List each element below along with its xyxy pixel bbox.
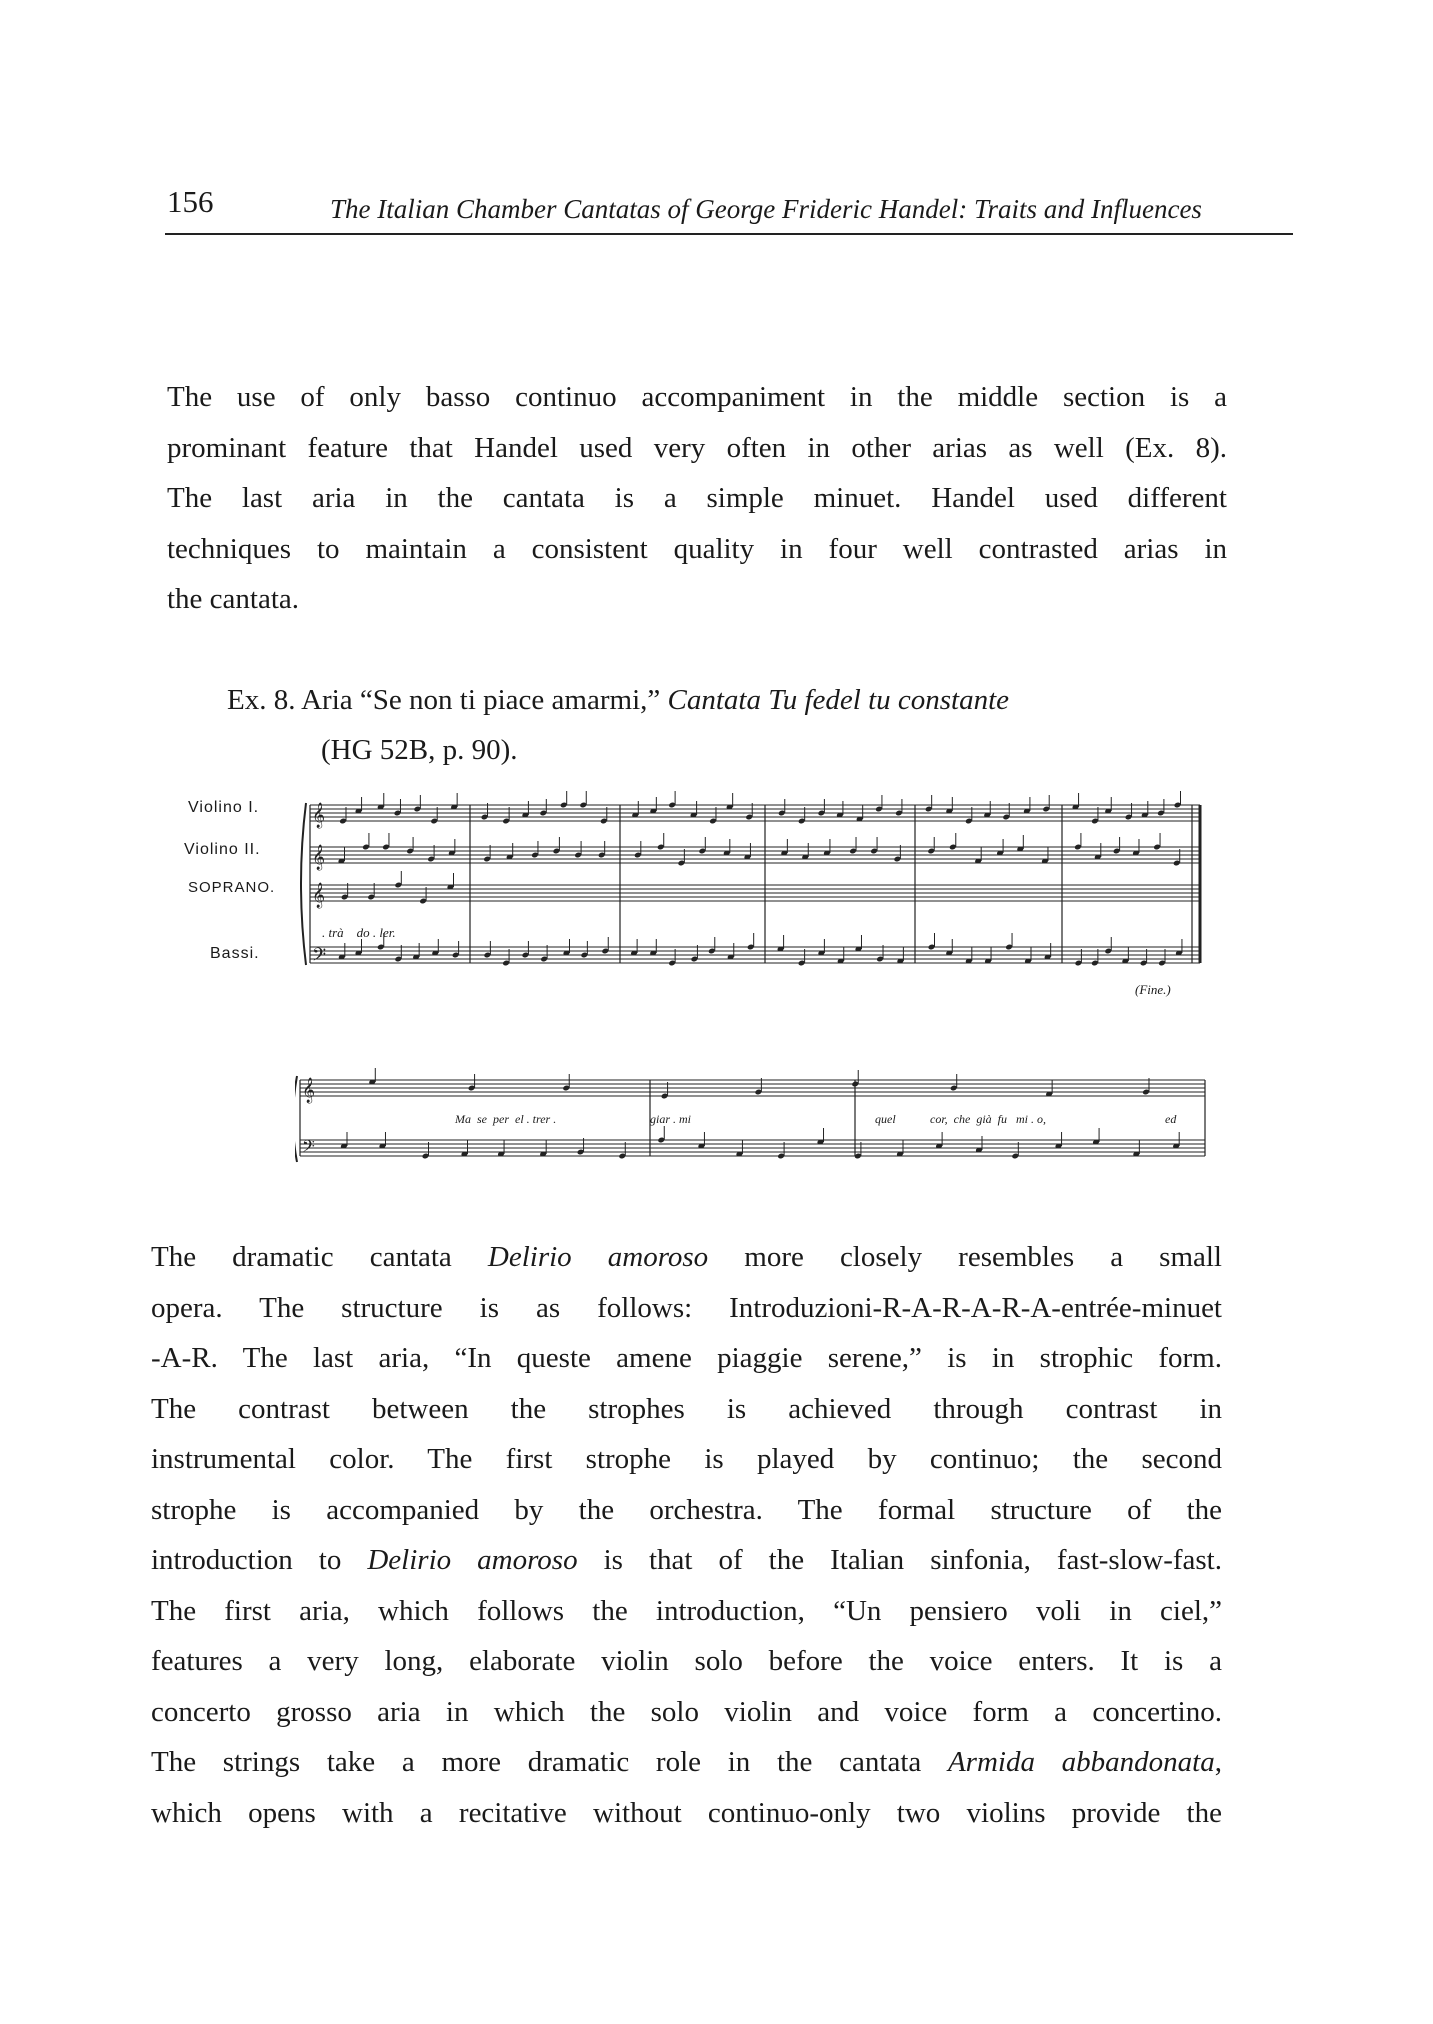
page-number: 156: [167, 184, 214, 219]
italic-title: Armida abbandonata: [947, 1746, 1215, 1778]
paragraph-line: [151, 1636, 1222, 1687]
staff-label: Violino II.: [184, 841, 261, 858]
caption-title: Cantata Tu fedel tu constante: [667, 684, 1010, 716]
paragraph-line: techniques to maintain a consistent quality in four well contrasted arias in: [167, 532, 1227, 565]
text-run: is that of the Italian sinfonia, fast-slow-fast.: [577, 1544, 1222, 1576]
paragraph-line: [151, 1535, 1222, 1586]
text-run: ,: [1214, 1746, 1222, 1778]
paragraph-line: [151, 1232, 1222, 1283]
paragraph-line: [151, 1283, 1222, 1334]
paragraph-line: [151, 1687, 1222, 1738]
paragraph-line: [151, 1737, 1222, 1788]
treble-clef-icon: 𝄞: [312, 845, 326, 870]
paragraph-line: [151, 1485, 1222, 1536]
treble-clef-icon: 𝄞: [312, 803, 326, 828]
text-run: opera. The structure is as follows: Introduzioni-R-A-R-A-R-A-entrée-minuet: [151, 1291, 1222, 1324]
text-run: -A-R. The last aria, “In queste amene piaggie serene,” is in strophic form.: [151, 1342, 1222, 1374]
paragraph-line: [151, 1788, 1222, 1839]
music-system-2: [295, 1062, 1220, 1182]
treble-clef-icon: 𝄞: [312, 883, 326, 908]
system-bracket: [295, 1076, 297, 1162]
lyric-text: cor, che già fu mi . o,: [930, 1112, 1046, 1126]
text-run: which opens with a recitative without continuo-only two violins provide the: [151, 1796, 1222, 1829]
paragraph-line: The last aria in the cantata is a simple minuet. Handel used different: [167, 482, 1227, 514]
staff-label: Bassi.: [210, 945, 260, 962]
bass-clef-icon: 𝄢: [302, 1136, 315, 1160]
text-run: strophe is accompanied by the orchestra. The formal structure of the: [151, 1493, 1222, 1526]
bass-clef-icon: 𝄢: [312, 945, 327, 970]
staff-label: Violino I.: [188, 799, 260, 816]
text-run: concerto grosso aria in which the solo violin and voice form a concertino.: [151, 1695, 1222, 1728]
caption-prefix: Ex. 8. Aria “Se non ti piace amarmi,”: [227, 684, 668, 716]
paragraph-line: prominant feature that Handel used very often in other arias as well (Ex. 8).: [167, 431, 1227, 464]
lyric-text: quel: [875, 1112, 896, 1126]
staff-label: SOPRANO.: [188, 879, 276, 896]
lyric-text: giar . mi: [650, 1112, 692, 1126]
paragraph-1: [167, 372, 1227, 625]
paragraph-line: [151, 1333, 1222, 1384]
text-run: The dramatic cantata: [151, 1241, 488, 1273]
music-notation-1: [150, 785, 1220, 1005]
text-run: The contrast between the strophes is achieved through contrast in: [151, 1392, 1222, 1425]
header-rule: [165, 233, 1293, 235]
lyric-text: ed: [1165, 1112, 1177, 1126]
text-run: introduction to: [151, 1544, 368, 1576]
treble-clef-icon: 𝄞: [302, 1078, 316, 1103]
lyric-text: Ma se per el . trer .: [455, 1112, 560, 1126]
text-run: features a very long, elaborate violin solo before the voice enters. It is a: [151, 1645, 1222, 1677]
fine-mark: (Fine.): [1135, 982, 1171, 997]
paragraph-line: the cantata.: [167, 583, 300, 615]
paragraph-2: [151, 1232, 1222, 1838]
paragraph-line: The use of only basso continuo accompaniment in the middle section is a: [167, 381, 1227, 413]
paragraph-line: [151, 1586, 1222, 1637]
italic-title: Delirio amoroso: [367, 1544, 578, 1576]
text-run: instrumental color. The first strophe is played by continuo; the second: [151, 1443, 1222, 1475]
italic-title: Delirio amoroso: [487, 1241, 709, 1273]
running-head: The Italian Chamber Cantatas of George Frideric Handel: Traits and Influences: [330, 194, 1202, 224]
caption-reference: (HG 52B, p. 90).: [321, 734, 518, 766]
music-notation-2: [295, 1062, 1220, 1182]
system-bracket: [301, 803, 306, 965]
paragraph-line: [151, 1384, 1222, 1435]
paragraph-line: [151, 1434, 1222, 1485]
text-run: The strings take a more dramatic role in the cantata: [151, 1746, 948, 1778]
text-run: The first aria, which follows the introduction, “Un pensiero voli in ciel,”: [151, 1594, 1222, 1627]
music-system-1: [150, 785, 1220, 1005]
example-caption: [227, 675, 1009, 775]
lyric-text: . trà do . ler.: [322, 925, 396, 940]
text-run: more closely resembles a small: [708, 1241, 1222, 1273]
